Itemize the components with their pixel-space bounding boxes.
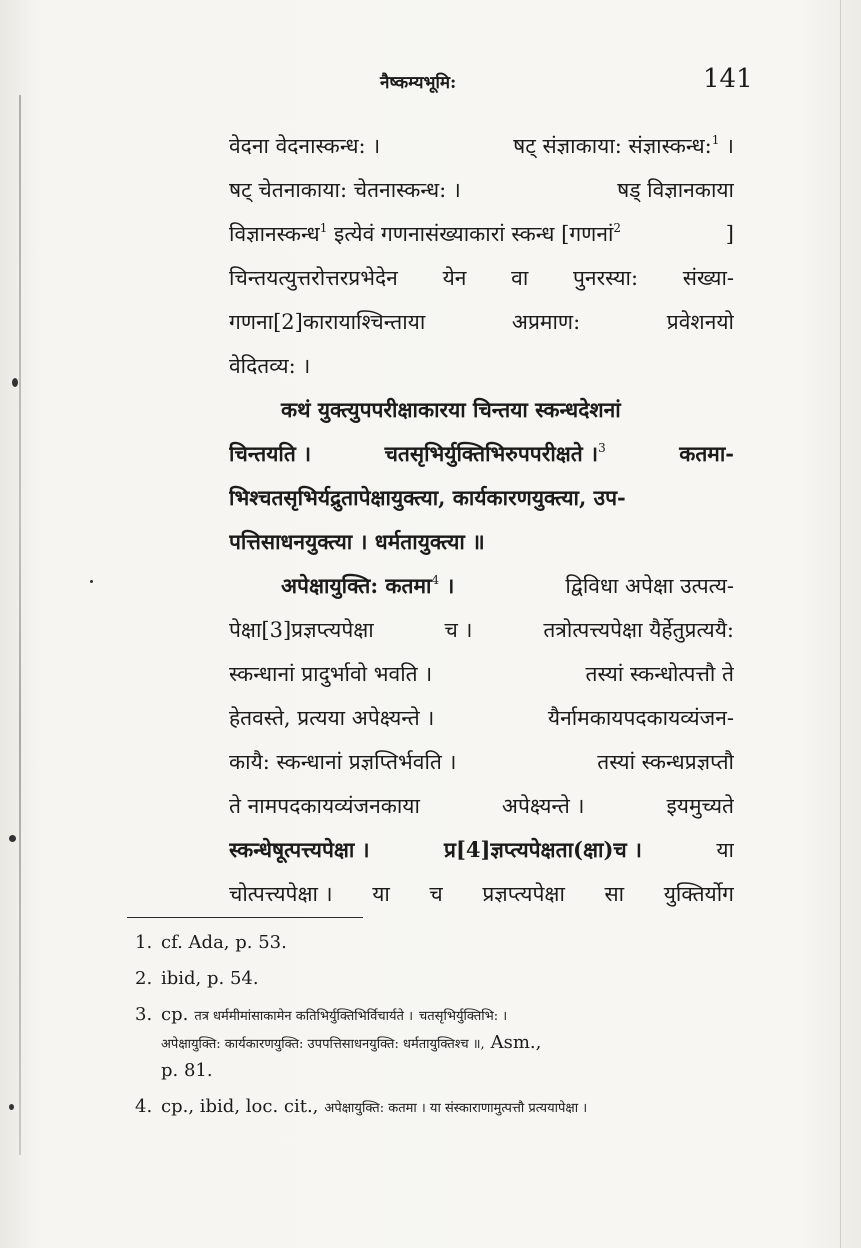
word-group	[573, 256, 638, 300]
word-group	[502, 784, 585, 828]
word-group	[666, 784, 734, 828]
page-header	[0, 64, 861, 100]
text-line	[229, 784, 734, 828]
word-group	[683, 256, 734, 300]
footnote	[135, 966, 755, 992]
footnote-ref: 3	[598, 441, 606, 455]
scan-speck	[12, 378, 18, 387]
footnote-ref: 1	[319, 221, 328, 235]
text-segment: षट् चेतनाकाया: चेतनास्कन्ध: ।	[229, 178, 461, 202]
text-line	[229, 212, 734, 256]
word-group	[565, 564, 734, 608]
text-segment: cp., ibid, loc. cit.,	[161, 1096, 319, 1117]
word-group	[229, 300, 425, 344]
text-line	[229, 828, 734, 872]
text-segment: ]	[725, 222, 734, 246]
page-edge-line	[840, 0, 841, 1248]
word-group	[281, 564, 454, 608]
word-group	[229, 740, 457, 784]
footnote-number: 2.	[135, 968, 153, 989]
text-segment: भिश्चतसृभिर्यद्रुतापेक्षायुक्त्या, कार्यकारणयुक्त्या, उप-	[229, 485, 626, 510]
word-group	[229, 784, 420, 828]
word-group	[617, 168, 734, 212]
text-line	[229, 168, 734, 212]
text-segment: कायै: स्कन्धानां प्रज्ञप्तिर्भवति ।	[229, 750, 457, 774]
text-segment: स्कन्धानां प्रादुर्भावो भवति ।	[229, 662, 433, 686]
word-group	[429, 872, 442, 916]
text-line	[229, 520, 734, 564]
text-segment: cp.	[161, 1004, 189, 1025]
word-group	[716, 828, 734, 872]
text-segment: अपेक्षायुक्ति: कार्यकारणयुक्ति: उपपत्तिसाधनयुक्ति: धर्मतायुक्तिश्च ॥,	[161, 1037, 485, 1052]
word-group	[604, 872, 624, 916]
text-segment: ।	[439, 573, 455, 598]
text-segment: षड् विज्ञानकाया	[617, 178, 734, 202]
text-segment: cf. Ada, p. 53.	[161, 932, 287, 953]
footnote-line	[161, 1094, 587, 1122]
text-segment: पेक्षा[3]प्रज्ञप्त्यपेक्षा	[229, 618, 374, 642]
word-group	[664, 872, 734, 916]
text-segment: द्विविधा अपेक्षा उत्पत्य-	[565, 574, 734, 598]
footnote-ref: 4	[431, 573, 440, 587]
text-segment: यैर्नामकायपदकायव्यंजन-	[547, 706, 734, 730]
footnote-number: 4.	[135, 1096, 153, 1117]
text-segment: अपेक्ष्यन्ते ।	[501, 794, 585, 818]
word-group	[726, 212, 734, 256]
text-segment: अपेक्षायुक्ति: कतमा । या संस्काराणामुत्पत्तौ प्रत्ययापेक्षा ।	[324, 1101, 588, 1116]
footnote	[135, 1002, 755, 1084]
text-line	[229, 256, 734, 300]
scan-speck	[9, 835, 16, 842]
text-segment: वेदितव्य: ।	[229, 354, 311, 378]
text-line	[229, 740, 734, 784]
word-group	[281, 388, 621, 432]
scan-speck	[90, 580, 93, 583]
text-line	[229, 872, 734, 916]
footnote-number: 3.	[135, 1004, 153, 1025]
binding-edge-line	[19, 95, 21, 1155]
text-line	[229, 432, 734, 476]
word-group	[372, 872, 390, 916]
text-line	[229, 696, 734, 740]
word-group	[229, 476, 626, 520]
footnote-body	[161, 1002, 541, 1084]
text-line	[229, 564, 734, 608]
text-segment: षट् संज्ञाकाया: संज्ञास्कन्ध:	[513, 134, 712, 158]
footnote-ref: 2	[613, 221, 622, 235]
text-segment: अपेक्षायुक्ति: कतमा	[281, 573, 432, 598]
word-group	[229, 828, 370, 872]
text-segment: संख्या-	[682, 266, 734, 290]
text-segment: पुनरस्या:	[573, 266, 639, 290]
word-group	[667, 300, 734, 344]
text-segment: स्कन्धेषूत्पत्त्यपेक्षा ।	[229, 837, 370, 862]
text-segment: इयमुच्यते	[666, 794, 734, 818]
word-group	[513, 124, 734, 168]
word-group	[385, 432, 606, 476]
page-number: 141	[703, 64, 753, 94]
footnote	[135, 1094, 755, 1122]
text-line	[229, 388, 734, 432]
word-group	[229, 652, 432, 696]
text-segment: चिन्तयत्युत्तरोत्तरप्रभेदेन	[229, 266, 398, 290]
footnotes	[135, 930, 755, 1132]
word-group	[512, 300, 580, 344]
text-segment: वा	[511, 266, 529, 290]
word-group	[229, 520, 485, 564]
text-segment: ibid, p. 54.	[161, 968, 259, 989]
text-segment: च	[429, 882, 443, 906]
text-segment: कतमा-	[679, 441, 734, 466]
scan-speck	[9, 1104, 14, 1110]
text-line	[229, 652, 734, 696]
text-line	[229, 608, 734, 652]
text-segment: प्र[4]ज्ञप्त्यपेक्षता(क्षा)च ।	[444, 837, 642, 862]
word-group	[511, 256, 528, 300]
footnote-line	[161, 1058, 541, 1084]
text-segment: चतसृभिर्युक्तिभिरुपपरीक्षते ।	[384, 441, 599, 466]
word-group	[229, 344, 310, 388]
text-segment: हेतवस्ते, प्रत्यया अपेक्ष्यन्ते ।	[229, 706, 435, 730]
text-segment: इत्येवं गणनासंख्याकारां स्कन्ध [गणनां	[327, 222, 614, 246]
text-line	[229, 476, 734, 520]
text-segment: कथं युक्त्युपपरीक्षाकारया चिन्तया स्कन्धदेशनां	[281, 397, 621, 422]
text-segment: चोत्पत्त्यपेक्षा ।	[229, 882, 333, 906]
text-segment: सा	[604, 882, 625, 906]
text-segment: वेदना वेदनास्कन्ध: ।	[229, 134, 381, 158]
word-group	[229, 696, 434, 740]
text-segment: पत्तिसाधनयुक्त्या । धर्मतायुक्त्या ॥	[229, 529, 485, 554]
text-segment: चतसृभिर्युक्तिभि: ।	[419, 1009, 508, 1024]
text-line	[229, 344, 734, 388]
text-segment: येन	[442, 266, 467, 290]
word-group	[229, 168, 461, 212]
word-group	[548, 696, 734, 740]
text-segment: ।	[719, 134, 734, 158]
footnote-number: 1.	[135, 932, 153, 953]
footnote-line	[161, 1030, 541, 1058]
word-group	[597, 740, 734, 784]
word-group	[444, 828, 642, 872]
text-segment: तस्यां स्कन्धोत्पत्तौ ते	[585, 662, 734, 686]
word-group	[229, 124, 380, 168]
text-segment: गणना[2]कारायाश्चिन्ताया	[229, 310, 426, 334]
text-segment: p. 81.	[161, 1060, 213, 1081]
text-segment: ते नामपदकायव्यंजनकाया	[229, 794, 420, 818]
word-group	[543, 608, 734, 652]
body-text	[229, 124, 734, 916]
text-segment: प्रज्ञप्त्यपेक्षा	[482, 882, 565, 906]
running-head: नैष्कम्यभूमि:	[380, 73, 457, 93]
word-group	[229, 256, 398, 300]
text-segment: तत्रोत्पत्त्यपेक्षा यैर्हेतुप्रत्ययै:	[543, 618, 734, 642]
word-group	[229, 432, 311, 476]
text-line	[229, 124, 734, 168]
footnote-line	[161, 930, 287, 956]
text-segment: युक्तिर्योग	[663, 882, 734, 906]
text-segment: Asm.,	[490, 1032, 542, 1053]
footnote-body	[161, 930, 287, 956]
text-segment: या	[372, 882, 390, 906]
word-group	[482, 872, 565, 916]
word-group	[586, 652, 734, 696]
footnote-line	[161, 966, 259, 992]
footnote	[135, 930, 755, 956]
footnote-body	[161, 966, 259, 992]
text-segment: च ।	[444, 618, 473, 642]
word-group	[229, 608, 374, 652]
word-group	[443, 256, 467, 300]
text-segment: विज्ञानस्कन्ध	[229, 222, 320, 246]
footnote-body	[161, 1094, 587, 1122]
text-segment: अप्रमाण:	[511, 310, 581, 334]
word-group	[679, 432, 734, 476]
footnote-line	[161, 1002, 541, 1030]
text-segment: या	[716, 838, 734, 862]
text-line	[229, 300, 734, 344]
text-segment: तत्र धर्ममीमांसाकामेन कतिभिर्युक्तिभिर्विचार्यते ।	[194, 1009, 414, 1024]
word-group	[445, 608, 473, 652]
footnote-rule	[127, 917, 363, 918]
footnote-ref: 1	[711, 133, 720, 147]
text-segment: तस्यां स्कन्धप्रज्ञप्तौ	[597, 750, 734, 774]
word-group	[229, 872, 333, 916]
text-segment: चिन्तयति ।	[229, 441, 312, 466]
word-group	[229, 212, 621, 256]
text-segment: प्रवेशनयो	[666, 310, 734, 334]
